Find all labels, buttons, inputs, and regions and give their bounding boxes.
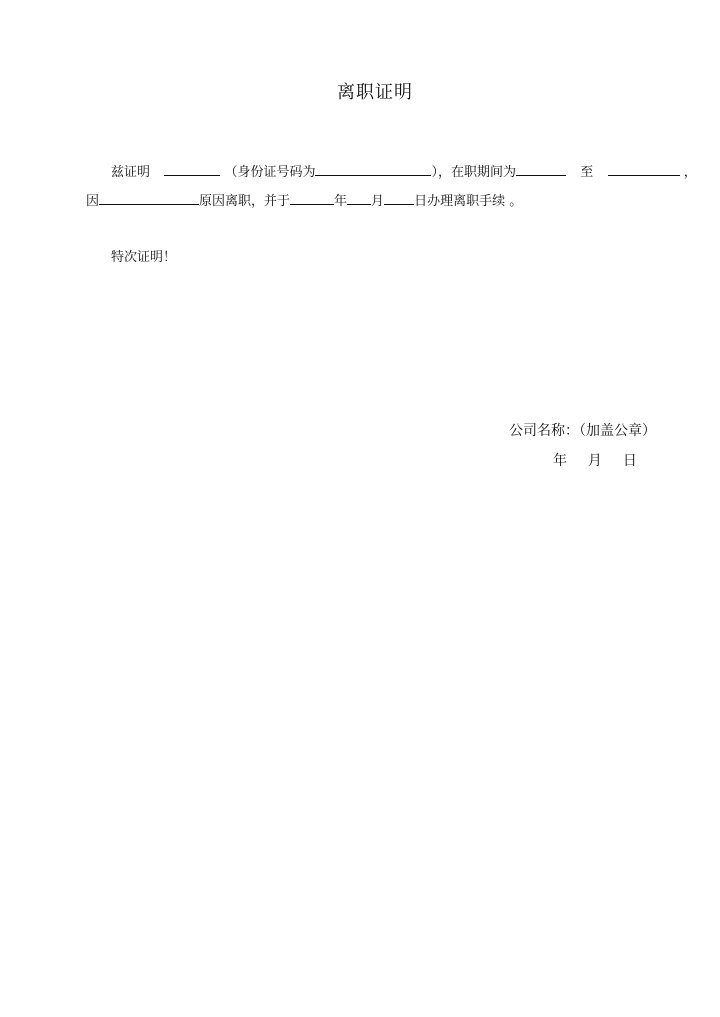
line1-comma: ， [683,165,697,180]
id-number-label: （身份证号码为 [224,165,316,180]
year-label: 年 [334,194,348,209]
date-year: 年 [553,453,567,469]
reason-prefix: 因 [86,194,100,209]
closing-statement: 特次证明！ [111,250,177,265]
document-title: 离职证明 [337,82,413,103]
certification-line-2 [86,191,522,211]
day-blank [384,191,414,205]
certify-prefix: 兹证明 [111,165,151,180]
reason-suffix: 原因离职，并于 [199,194,291,209]
id-number-blank [315,162,431,176]
month-label: 月 [371,194,385,209]
date-month: 月 [587,453,602,469]
company-signature-label: 公司名称：（加盖公章） [509,423,656,439]
employment-period-label: ），在职期间为 [431,165,516,180]
end-date-blank [608,162,680,176]
start-date-blank [516,162,566,176]
reason-blank [99,191,199,205]
to-label: 至 [580,165,594,180]
certification-line-1 [111,162,697,182]
date-day: 日 [622,453,637,469]
year-blank [290,191,334,205]
name-blank [164,162,220,176]
day-suffix: 日办理离职手续 。 [414,194,523,209]
month-blank [347,191,371,205]
signature-date [553,452,637,470]
